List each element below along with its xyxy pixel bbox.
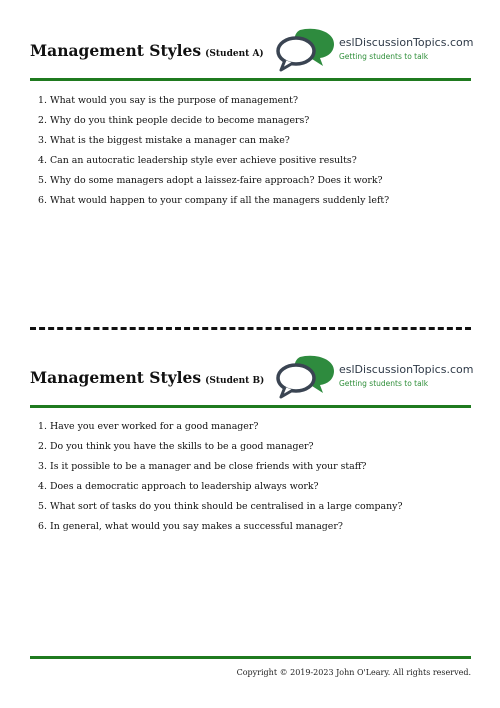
list-item: 2. Why do you think people decide to become managers? bbox=[38, 115, 310, 126]
green-divider bbox=[30, 405, 471, 408]
list-item: 1. What would you say is the purpose of management? bbox=[38, 95, 298, 106]
site-tagline: Getting students to talk bbox=[339, 379, 429, 388]
question-list bbox=[30, 417, 471, 537]
section-header bbox=[30, 355, 474, 405]
list-item: 4. Can an autocratic leadership style ever achieve positive results? bbox=[38, 155, 357, 166]
speech-bubbles-icon bbox=[276, 355, 338, 401]
list-item: 3. What is the biggest mistake a manager can make? bbox=[38, 135, 290, 146]
footer-divider bbox=[30, 656, 471, 659]
section-header bbox=[30, 28, 474, 78]
site-logo bbox=[276, 28, 474, 76]
question-list bbox=[30, 91, 471, 211]
green-divider bbox=[30, 78, 471, 81]
list-item: 6. What would happen to your company if all the managers suddenly left? bbox=[38, 195, 390, 206]
worksheet-title bbox=[30, 368, 264, 387]
site-name: eslDiscussionTopics.com bbox=[339, 36, 474, 49]
copyright-notice: Copyright © 2019-2023 John O'Leary. All rights reserved. bbox=[236, 668, 471, 677]
list-item: 4. Does a democratic approach to leadership always work? bbox=[38, 481, 319, 492]
speech-bubbles-icon bbox=[276, 28, 338, 74]
title-text: Management Styles bbox=[30, 368, 202, 387]
list-item: 1. Have you ever worked for a good manager? bbox=[38, 421, 259, 432]
list-item: 5. Why do some managers adopt a laissez-faire approach? Does it work? bbox=[38, 175, 383, 186]
student-a-section bbox=[30, 28, 474, 211]
student-b-section bbox=[30, 355, 474, 537]
student-label: (Student A) bbox=[205, 49, 264, 59]
student-label: (Student B) bbox=[205, 376, 265, 386]
list-item: 2. Do you think you have the skills to be a good manager? bbox=[38, 441, 314, 452]
site-logo bbox=[276, 355, 474, 403]
cut-line bbox=[30, 327, 471, 330]
site-name: eslDiscussionTopics.com bbox=[339, 363, 474, 376]
list-item: 5. What sort of tasks do you think should be centralised in a large company? bbox=[38, 501, 403, 512]
list-item: 6. In general, what would you say makes a successful manager? bbox=[38, 521, 343, 532]
worksheet-title bbox=[30, 41, 264, 60]
list-item: 3. Is it possible to be a manager and be close friends with your staff? bbox=[38, 461, 367, 472]
title-text: Management Styles bbox=[30, 41, 202, 60]
site-tagline: Getting students to talk bbox=[339, 52, 429, 61]
